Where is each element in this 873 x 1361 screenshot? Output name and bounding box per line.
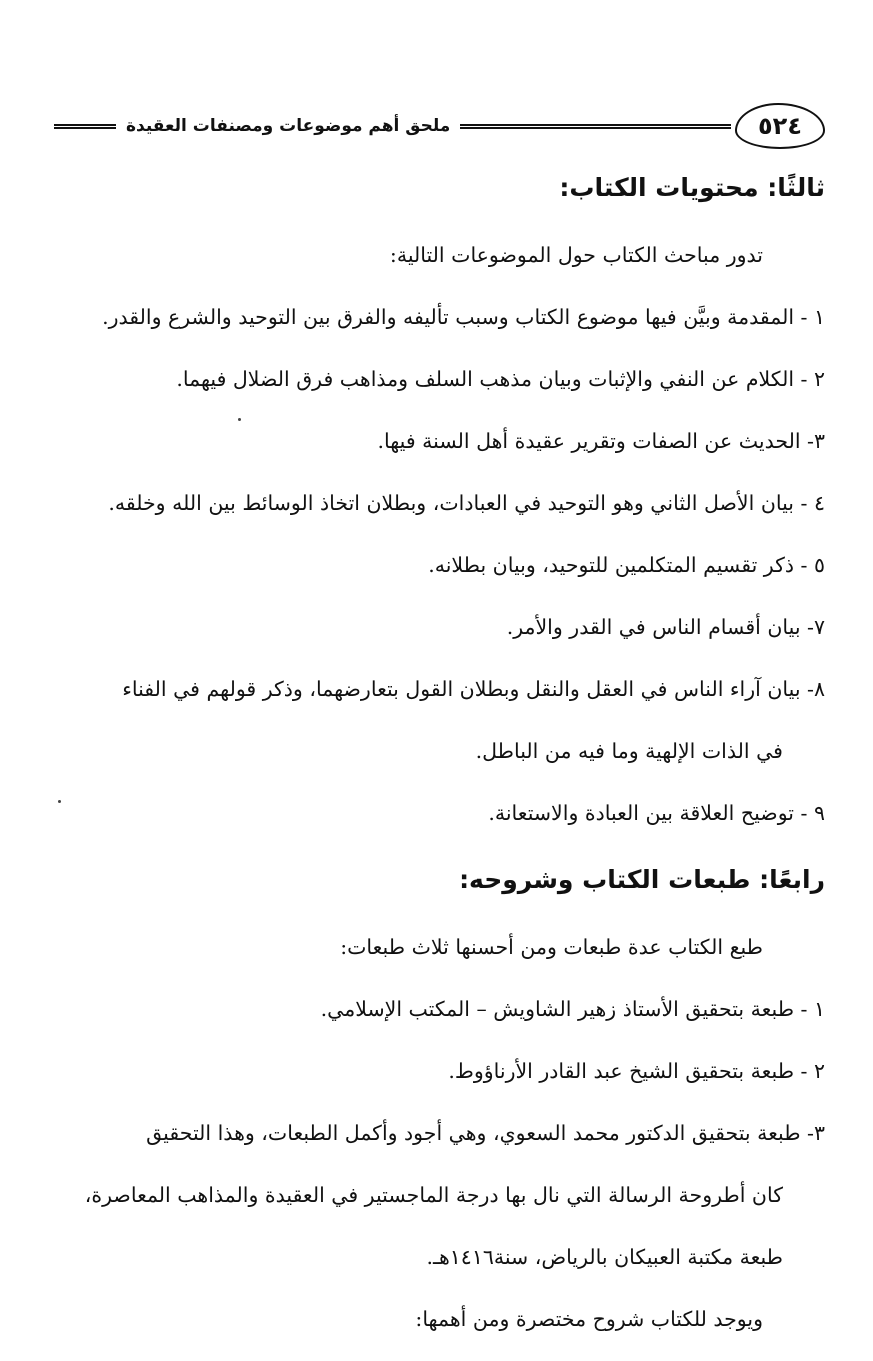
list-item: ٨- بيان آراء الناس في العقل والنقل وبطلان القول بتعارضهما، وذكر قولهم في الفناء [122,677,825,701]
print-speck [58,800,61,803]
list-item-continuation: كان أطروحة الرسالة التي نال بها درجة الماجستير في العقيدة والمذاهب المعاصرة، [84,1183,783,1207]
header-rule-left [54,124,116,129]
closing-paragraph: ويوجد للكتاب شروح مختصرة ومن أهمها: [415,1307,763,1331]
list-item: ١ - طبعة بتحقيق الأستاذ زهير الشاويش – المكتب الإسلامي. [320,997,825,1021]
list-item: ٥ - ذكر تقسيم المتكلمين للتوحيد، وبيان بطلانه. [428,553,825,577]
list-item: ١ - المقدمة وبيَّن فيها موضوع الكتاب وسبب تأليفه والفرق بين التوحيد والشرع والقدر. [102,305,825,329]
section-intro: تدور مباحث الكتاب حول الموضوعات التالية: [389,243,763,267]
list-item: ٩ - توضيح العلاقة بين العبادة والاستعانة. [488,801,825,825]
list-item-continuation: في الذات الإلهية وما فيه من الباطل. [475,739,783,763]
header-rule-right [460,124,731,129]
section-heading-contents: ثالثًا: محتويات الكتاب: [559,173,825,202]
list-item: ٢ - طبعة بتحقيق الشيخ عبد القادر الأرناؤوط. [448,1059,825,1083]
list-item: ٤ - بيان الأصل الثاني وهو التوحيد في العبادات، وبطلان اتخاذ الوسائط بين الله وخلقه. [108,491,825,515]
running-title: ملحق أهم موضوعات ومصنفات العقيدة [126,116,451,136]
list-item: ٢ - الكلام عن النفي والإثبات وبيان مذهب السلف ومذاهب فرق الضلال فيهما. [176,367,825,391]
section-intro: طبع الكتاب عدة طبعات ومن أحسنها ثلاث طبعات: [340,935,763,959]
page-number: ٥٢٤ [735,103,825,149]
list-item: ٣- طبعة بتحقيق الدكتور محمد السعوي، وهي أجود وأكمل الطبعات، وهذا التحقيق [146,1121,825,1145]
section-heading-editions: رابعًا: طبعات الكتاب وشروحه: [459,865,825,894]
list-item: ٣- الحديث عن الصفات وتقرير عقيدة أهل السنة فيها. [377,429,825,453]
list-item: ٧- بيان أقسام الناس في القدر والأمر. [506,615,825,639]
page-body [45,160,825,1350]
page-header [50,98,825,154]
list-item-continuation: طبعة مكتبة العبيكان بالرياض، سنة١٤١٦هـ. [426,1245,783,1269]
print-speck [238,418,241,421]
